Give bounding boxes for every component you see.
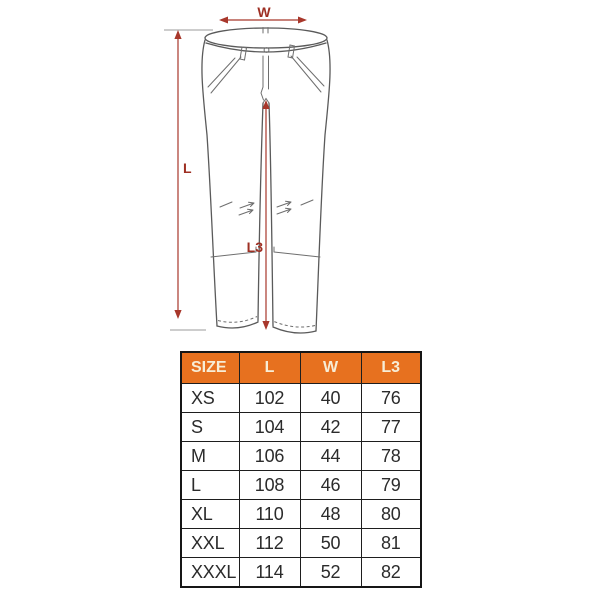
table-row bbox=[181, 413, 421, 442]
cell-l3: 79 bbox=[361, 471, 421, 500]
right-knee-seam bbox=[274, 247, 320, 257]
dimension-width bbox=[219, 4, 307, 24]
cell-l: 112 bbox=[239, 529, 300, 558]
cell-w: 42 bbox=[300, 413, 361, 442]
cell-size: S bbox=[181, 413, 239, 442]
dimension-length bbox=[164, 30, 213, 330]
right-hem-stitch bbox=[274, 322, 315, 328]
right-pocket bbox=[291, 56, 324, 92]
arrowhead-up bbox=[174, 30, 181, 39]
cell-l3: 82 bbox=[361, 558, 421, 588]
left-hem-stitch bbox=[218, 317, 257, 323]
cell-w: 46 bbox=[300, 471, 361, 500]
cell-l3: 78 bbox=[361, 442, 421, 471]
fly-stitching bbox=[261, 56, 269, 100]
left-leg-outer-seam bbox=[202, 40, 217, 326]
cell-l: 104 bbox=[239, 413, 300, 442]
table-row bbox=[181, 442, 421, 471]
col-header-w: W bbox=[300, 352, 361, 384]
cell-l3: 80 bbox=[361, 500, 421, 529]
size-table-body bbox=[181, 384, 421, 588]
col-header-size: SIZE bbox=[181, 352, 239, 384]
cell-l: 110 bbox=[239, 500, 300, 529]
table-row bbox=[181, 471, 421, 500]
left-hem bbox=[217, 322, 258, 328]
cell-w: 52 bbox=[300, 558, 361, 588]
arrowhead-down bbox=[262, 321, 269, 330]
left-pocket bbox=[208, 57, 241, 93]
cell-size: L bbox=[181, 471, 239, 500]
cell-w: 48 bbox=[300, 500, 361, 529]
waist-opening bbox=[205, 28, 327, 48]
col-header-l3: L3 bbox=[361, 352, 421, 384]
right-hem bbox=[273, 327, 316, 333]
table-row bbox=[181, 529, 421, 558]
table-row bbox=[181, 384, 421, 413]
arrowhead-right bbox=[298, 17, 307, 24]
cell-w: 44 bbox=[300, 442, 361, 471]
cell-l: 108 bbox=[239, 471, 300, 500]
left-knee-marks bbox=[220, 202, 254, 215]
arrowhead-left bbox=[219, 17, 228, 24]
cell-size: XXXL bbox=[181, 558, 239, 588]
length-dimension-label: L bbox=[183, 160, 192, 176]
col-header-l: L bbox=[239, 352, 300, 384]
arrowhead-down bbox=[174, 310, 181, 319]
cell-l: 102 bbox=[239, 384, 300, 413]
cell-l: 106 bbox=[239, 442, 300, 471]
right-leg-outer-seam bbox=[316, 40, 330, 331]
cell-l3: 76 bbox=[361, 384, 421, 413]
cell-l3: 81 bbox=[361, 529, 421, 558]
cell-size: XL bbox=[181, 500, 239, 529]
table-row bbox=[181, 558, 421, 588]
cell-size: XS bbox=[181, 384, 239, 413]
inseam-dimension-label: L3 bbox=[246, 239, 263, 255]
header-row bbox=[181, 352, 421, 384]
right-knee-marks bbox=[277, 200, 313, 214]
cell-l3: 77 bbox=[361, 413, 421, 442]
cell-w: 40 bbox=[300, 384, 361, 413]
right-leg-inseam bbox=[269, 103, 273, 326]
size-table bbox=[180, 351, 422, 588]
belt-loop-left bbox=[240, 47, 247, 60]
cell-w: 50 bbox=[300, 529, 361, 558]
cell-l: 114 bbox=[239, 558, 300, 588]
left-leg-inseam bbox=[258, 103, 263, 321]
cell-size: M bbox=[181, 442, 239, 471]
cell-size: XXL bbox=[181, 529, 239, 558]
table-row bbox=[181, 500, 421, 529]
size-table-header bbox=[181, 352, 421, 384]
width-dimension-label: W bbox=[257, 4, 271, 20]
